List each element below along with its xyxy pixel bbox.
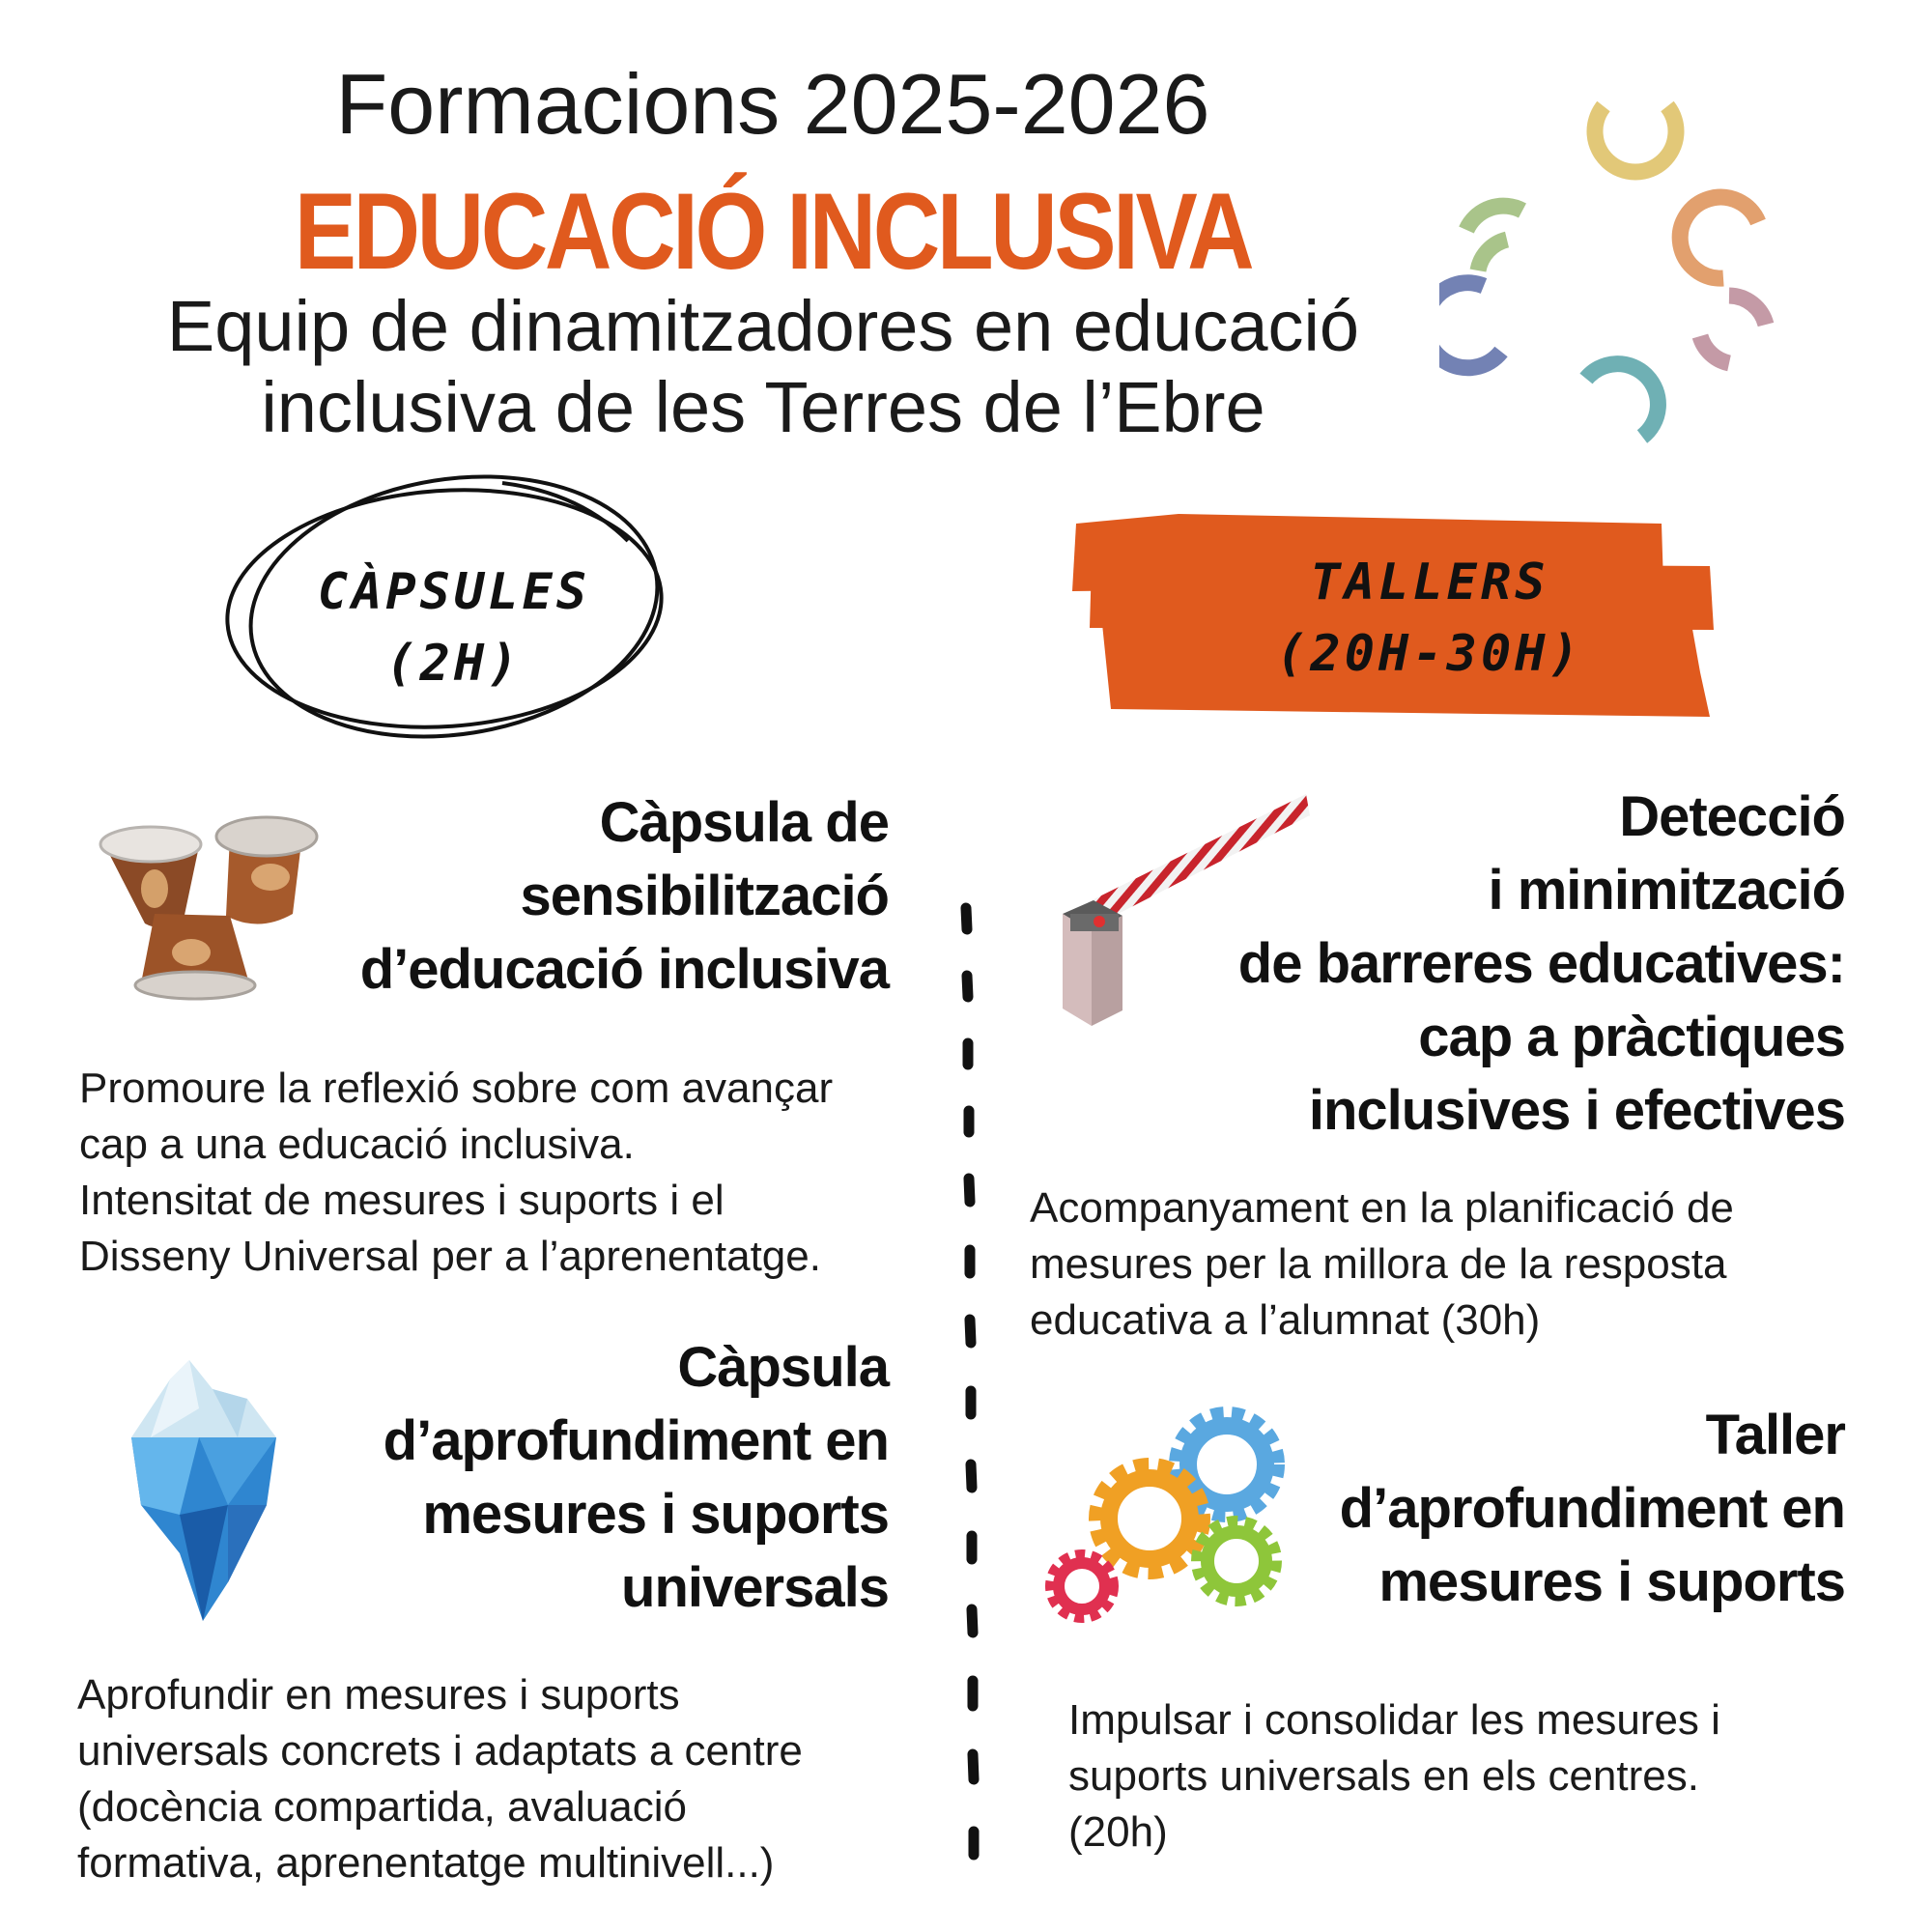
- desc-line: Disseny Universal per a l’aprenentatge.: [79, 1233, 821, 1280]
- subtitle-line: inclusiva de les Terres de l’Ebre: [261, 367, 1265, 447]
- title-line: universals: [621, 1556, 889, 1619]
- column-divider: [956, 889, 995, 1913]
- taller-aprofundiment-title: [1275, 1399, 1845, 1619]
- capsules-badge-line: (2H): [385, 635, 523, 693]
- title-line: d’aprofundiment en: [383, 1409, 889, 1472]
- header-year-line: Formacions 2025-2026: [335, 56, 1210, 152]
- subtitle-line: Equip de dinamitzadores en educació: [166, 286, 1360, 366]
- capsules-badge-line: CÀPSULES: [317, 563, 591, 621]
- desc-line: Promoure la reflexió sobre com avançar: [79, 1065, 834, 1112]
- tallers-badge: [1208, 547, 1652, 690]
- title-line: d’educació inclusiva: [359, 938, 889, 1001]
- title-line: Detecció: [1619, 785, 1845, 848]
- title-line: d’aprofundiment en: [1339, 1477, 1845, 1540]
- taller-aprofundiment-description: [1068, 1692, 1861, 1861]
- title-line: Càpsula de: [599, 791, 889, 854]
- desc-line: universals concrets i adaptats a centre: [77, 1727, 803, 1775]
- capsule-aprofundiment-description: [77, 1667, 947, 1891]
- title-line: i minimització: [1488, 859, 1845, 922]
- desc-line: formativa, aprenentatge multinivell...): [77, 1839, 775, 1887]
- desc-line: mesures per la millora de la resposta: [1030, 1240, 1727, 1288]
- taller-barreres-title: [1101, 781, 1845, 1148]
- capsule-sensibilitzacio-description: [79, 1061, 949, 1285]
- title-line: cap a pràctiques: [1418, 1006, 1845, 1068]
- title-line: de barreres educatives:: [1237, 932, 1845, 995]
- desc-line: (20h): [1068, 1808, 1168, 1856]
- desc-line: Intensitat de mesures i suports i el: [79, 1177, 724, 1224]
- title-line: Càpsula: [677, 1336, 889, 1399]
- desc-line: Aprofundir en mesures i suports: [77, 1671, 680, 1719]
- desc-line: Impulsar i consolidar les mesures i: [1068, 1696, 1720, 1744]
- gears-icon: [1043, 1405, 1314, 1627]
- capsule-aprofundiment-title: [270, 1331, 889, 1625]
- page-title: EDUCACIÓ INCLUSIVA: [294, 171, 1252, 292]
- tallers-badge-line: TALLERS: [1310, 554, 1549, 611]
- desc-line: educativa a l’alumnat (30h): [1030, 1296, 1541, 1344]
- title-line: sensibilització: [520, 865, 889, 927]
- desc-line: Acompanyament en la planificació de: [1030, 1184, 1734, 1232]
- tallers-badge-line: (20H-30H): [1276, 625, 1583, 683]
- desc-line: (docència compartida, avaluació: [77, 1783, 688, 1831]
- title-line: mesures i suports: [1378, 1550, 1845, 1613]
- title-line: mesures i suports: [422, 1483, 889, 1546]
- capsule-sensibilitzacio-title: [270, 786, 889, 1007]
- desc-line: cap a una educació inclusiva.: [79, 1121, 635, 1168]
- page-subtitle: [68, 286, 1459, 448]
- title-line: inclusives i efectives: [1308, 1079, 1845, 1142]
- capsules-badge: [251, 556, 657, 699]
- desc-line: suports universals en els centres.: [1068, 1752, 1699, 1800]
- title-line: Taller: [1705, 1404, 1845, 1466]
- ring-arcs-logo-icon: [1439, 77, 1806, 454]
- iceberg-icon: [122, 1360, 286, 1621]
- taller-barreres-description: [1030, 1180, 1861, 1349]
